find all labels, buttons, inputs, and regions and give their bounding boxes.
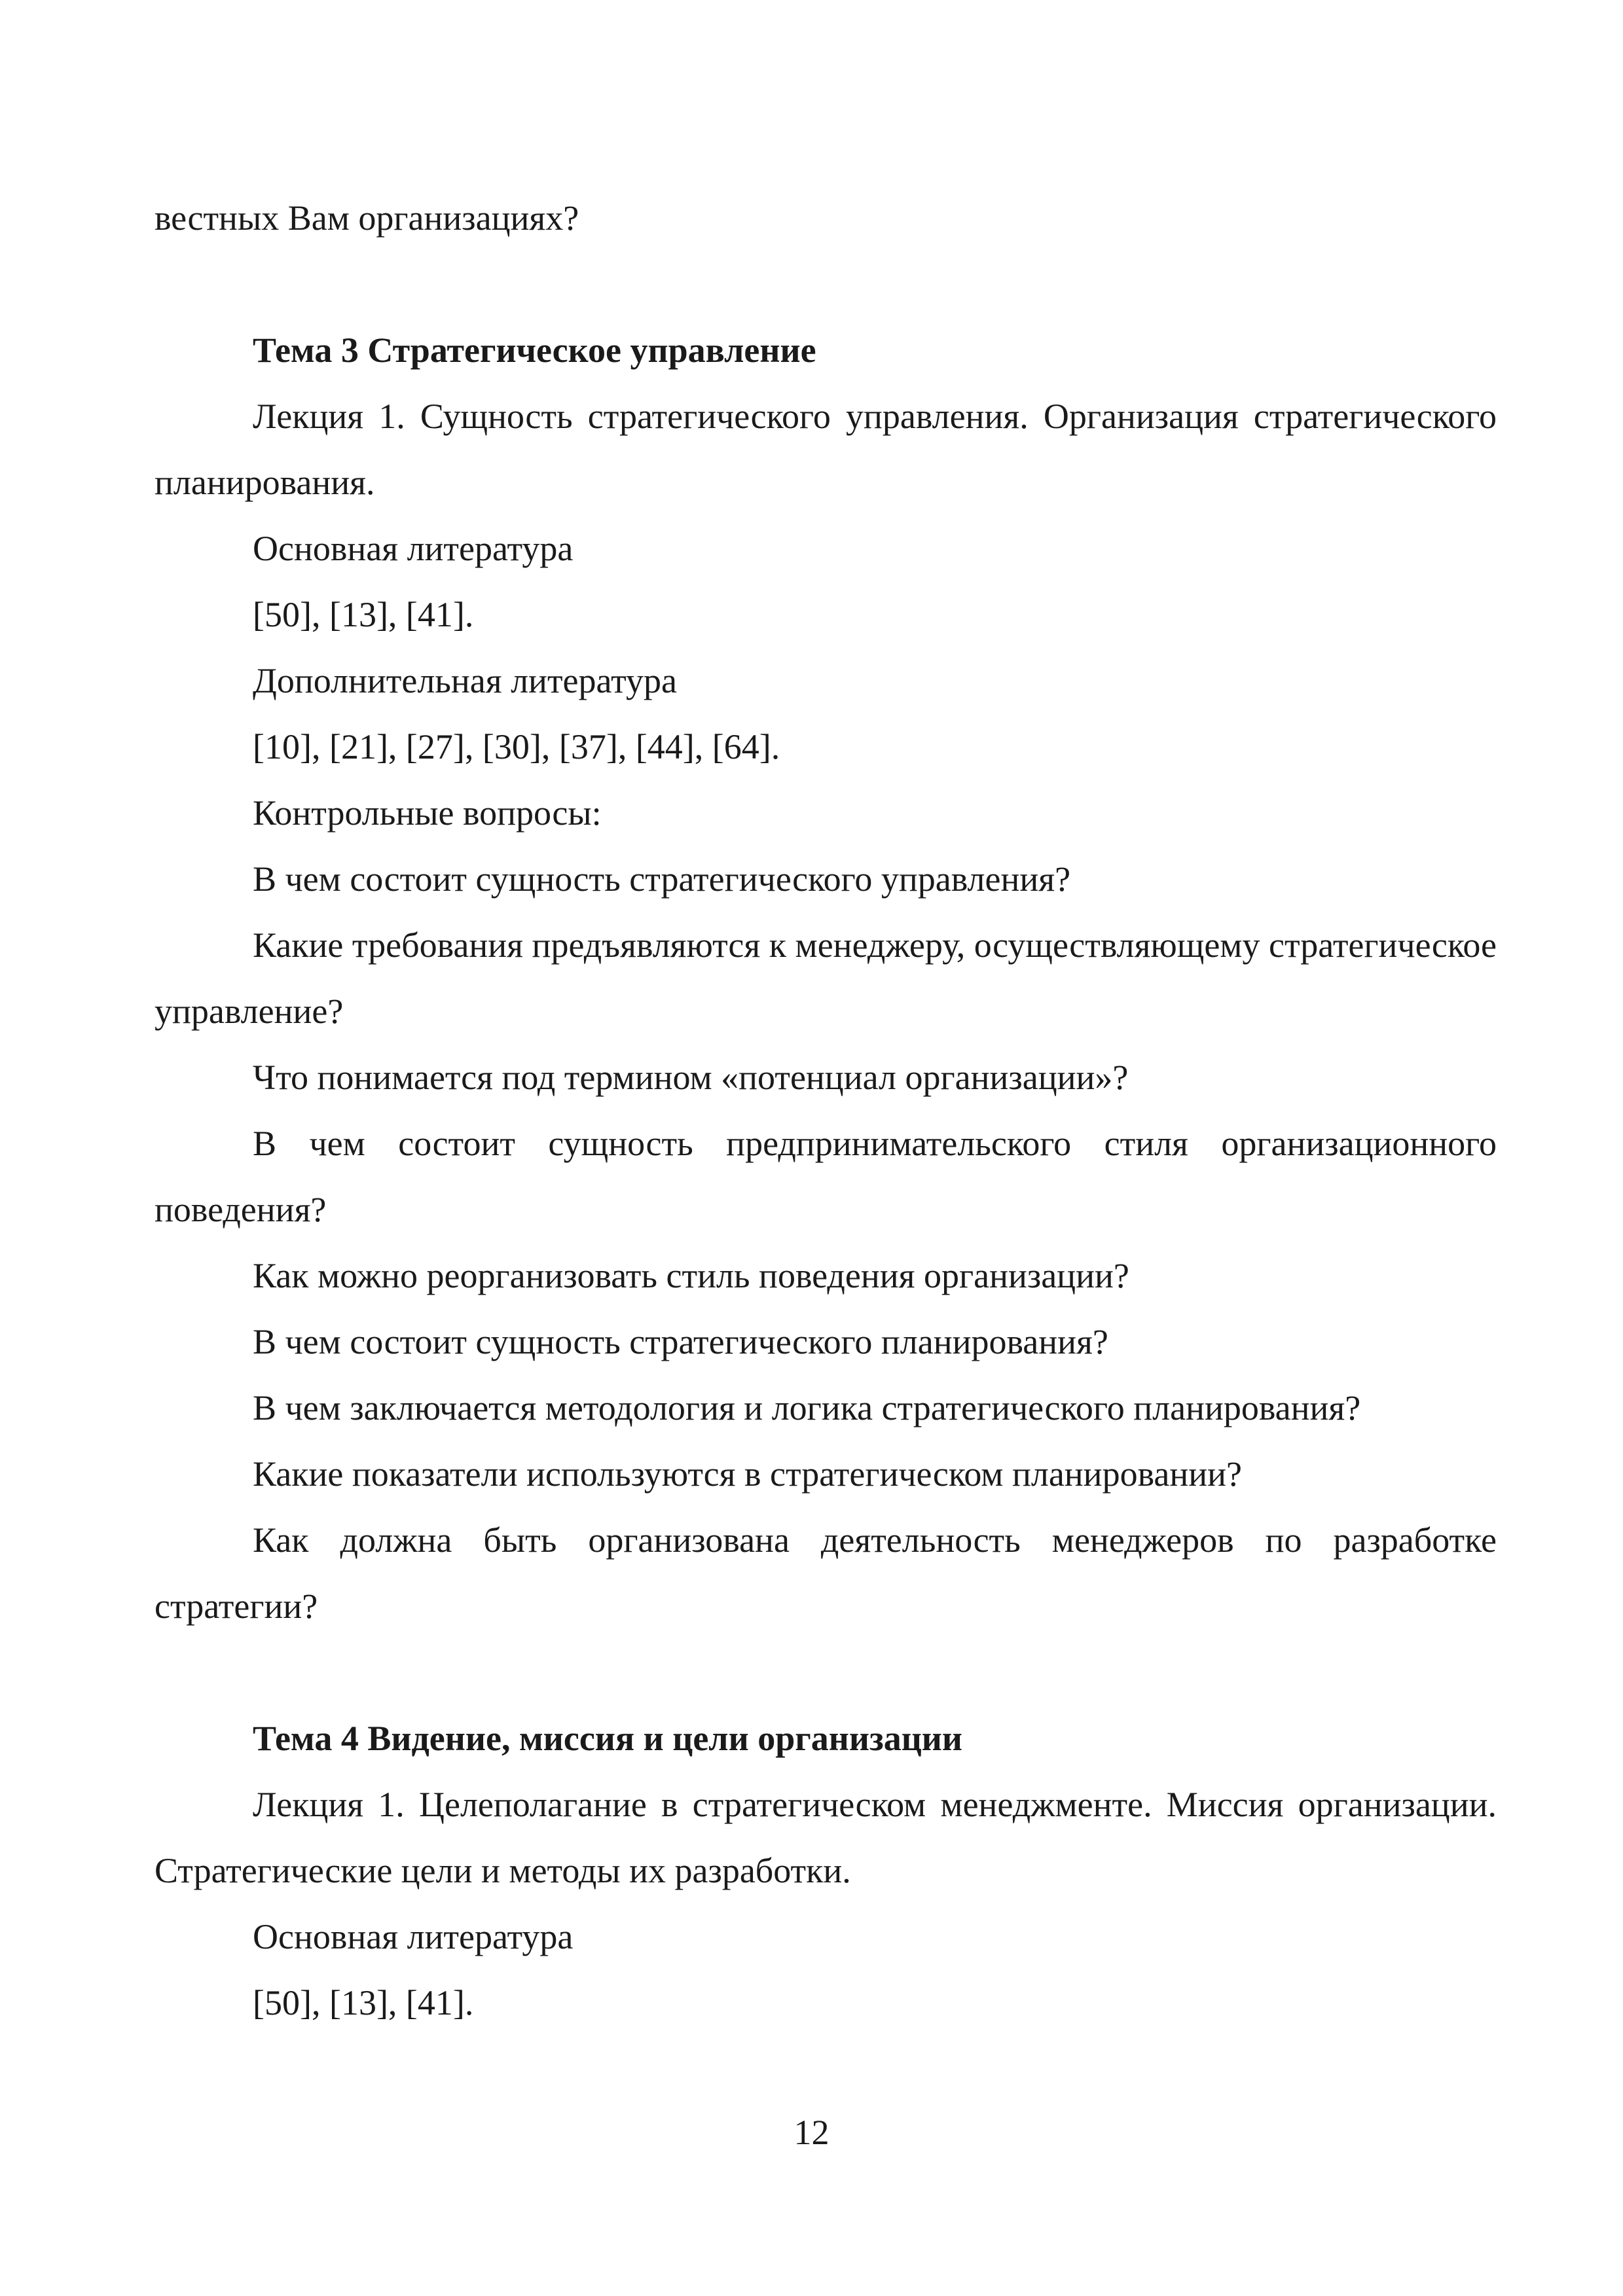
page-number: 12	[793, 2113, 830, 2152]
topic3-main-lit-refs: [50], [13], [41].	[253, 595, 474, 634]
topic3-question: В чем заключается методология и логика стратегического планирования?	[253, 1388, 1361, 1427]
topic3-question: Как должна быть организована деятельность менеджеров по разработке стратегии?	[155, 1520, 1497, 1626]
topic3-title: Тема 3 Стратегическое управление	[253, 331, 816, 370]
topic3-question: В чем состоит сущность стратегического управления?	[253, 859, 1071, 899]
topic4-title: Тема 4 Видение, миссия и цели организации	[253, 1719, 963, 1758]
topic3-question: В чем состоит сущность стратегического планирования?	[253, 1322, 1108, 1361]
topic3-extra-lit-label: Дополнительная литература	[253, 661, 677, 700]
spacer	[155, 251, 1497, 317]
spacer	[155, 1640, 1497, 1706]
topic3-question: Как можно реорганизовать стиль поведения организации?	[253, 1256, 1129, 1295]
topic3-lecture: Лекция 1. Сущность стратегического управления. Организация стратегического планирования.	[155, 397, 1497, 502]
topic4-lecture: Лекция 1. Целеполагание в стратегическом менеджменте. Миссия организации. Стратегические цели и методы их разработки.	[155, 1785, 1497, 1890]
topic3-question: Что понимается под термином «потенциал организации»?	[253, 1058, 1129, 1097]
topic3-question: В чем состоит сущность предпринимательского стиля организационного поведения?	[155, 1124, 1497, 1229]
topic3-extra-lit-refs: [10], [21], [27], [30], [37], [44], [64].	[253, 727, 780, 766]
topic3-main-lit-label: Основная литература	[253, 529, 574, 568]
topic3-question: Какие показатели используются в стратегическом планировании?	[253, 1454, 1242, 1494]
continuation-text: вестных Вам организациях?	[155, 198, 579, 238]
page-body	[155, 185, 1497, 2036]
topic3-questions-label: Контрольные вопросы:	[253, 793, 602, 833]
topic4-main-lit-label: Основная литература	[253, 1917, 574, 1956]
topic3-question: Какие требования предъявляются к менеджеру, осуществляющему стратегическое управление?	[155, 925, 1497, 1031]
topic4-main-lit-refs: [50], [13], [41].	[253, 1983, 474, 2022]
